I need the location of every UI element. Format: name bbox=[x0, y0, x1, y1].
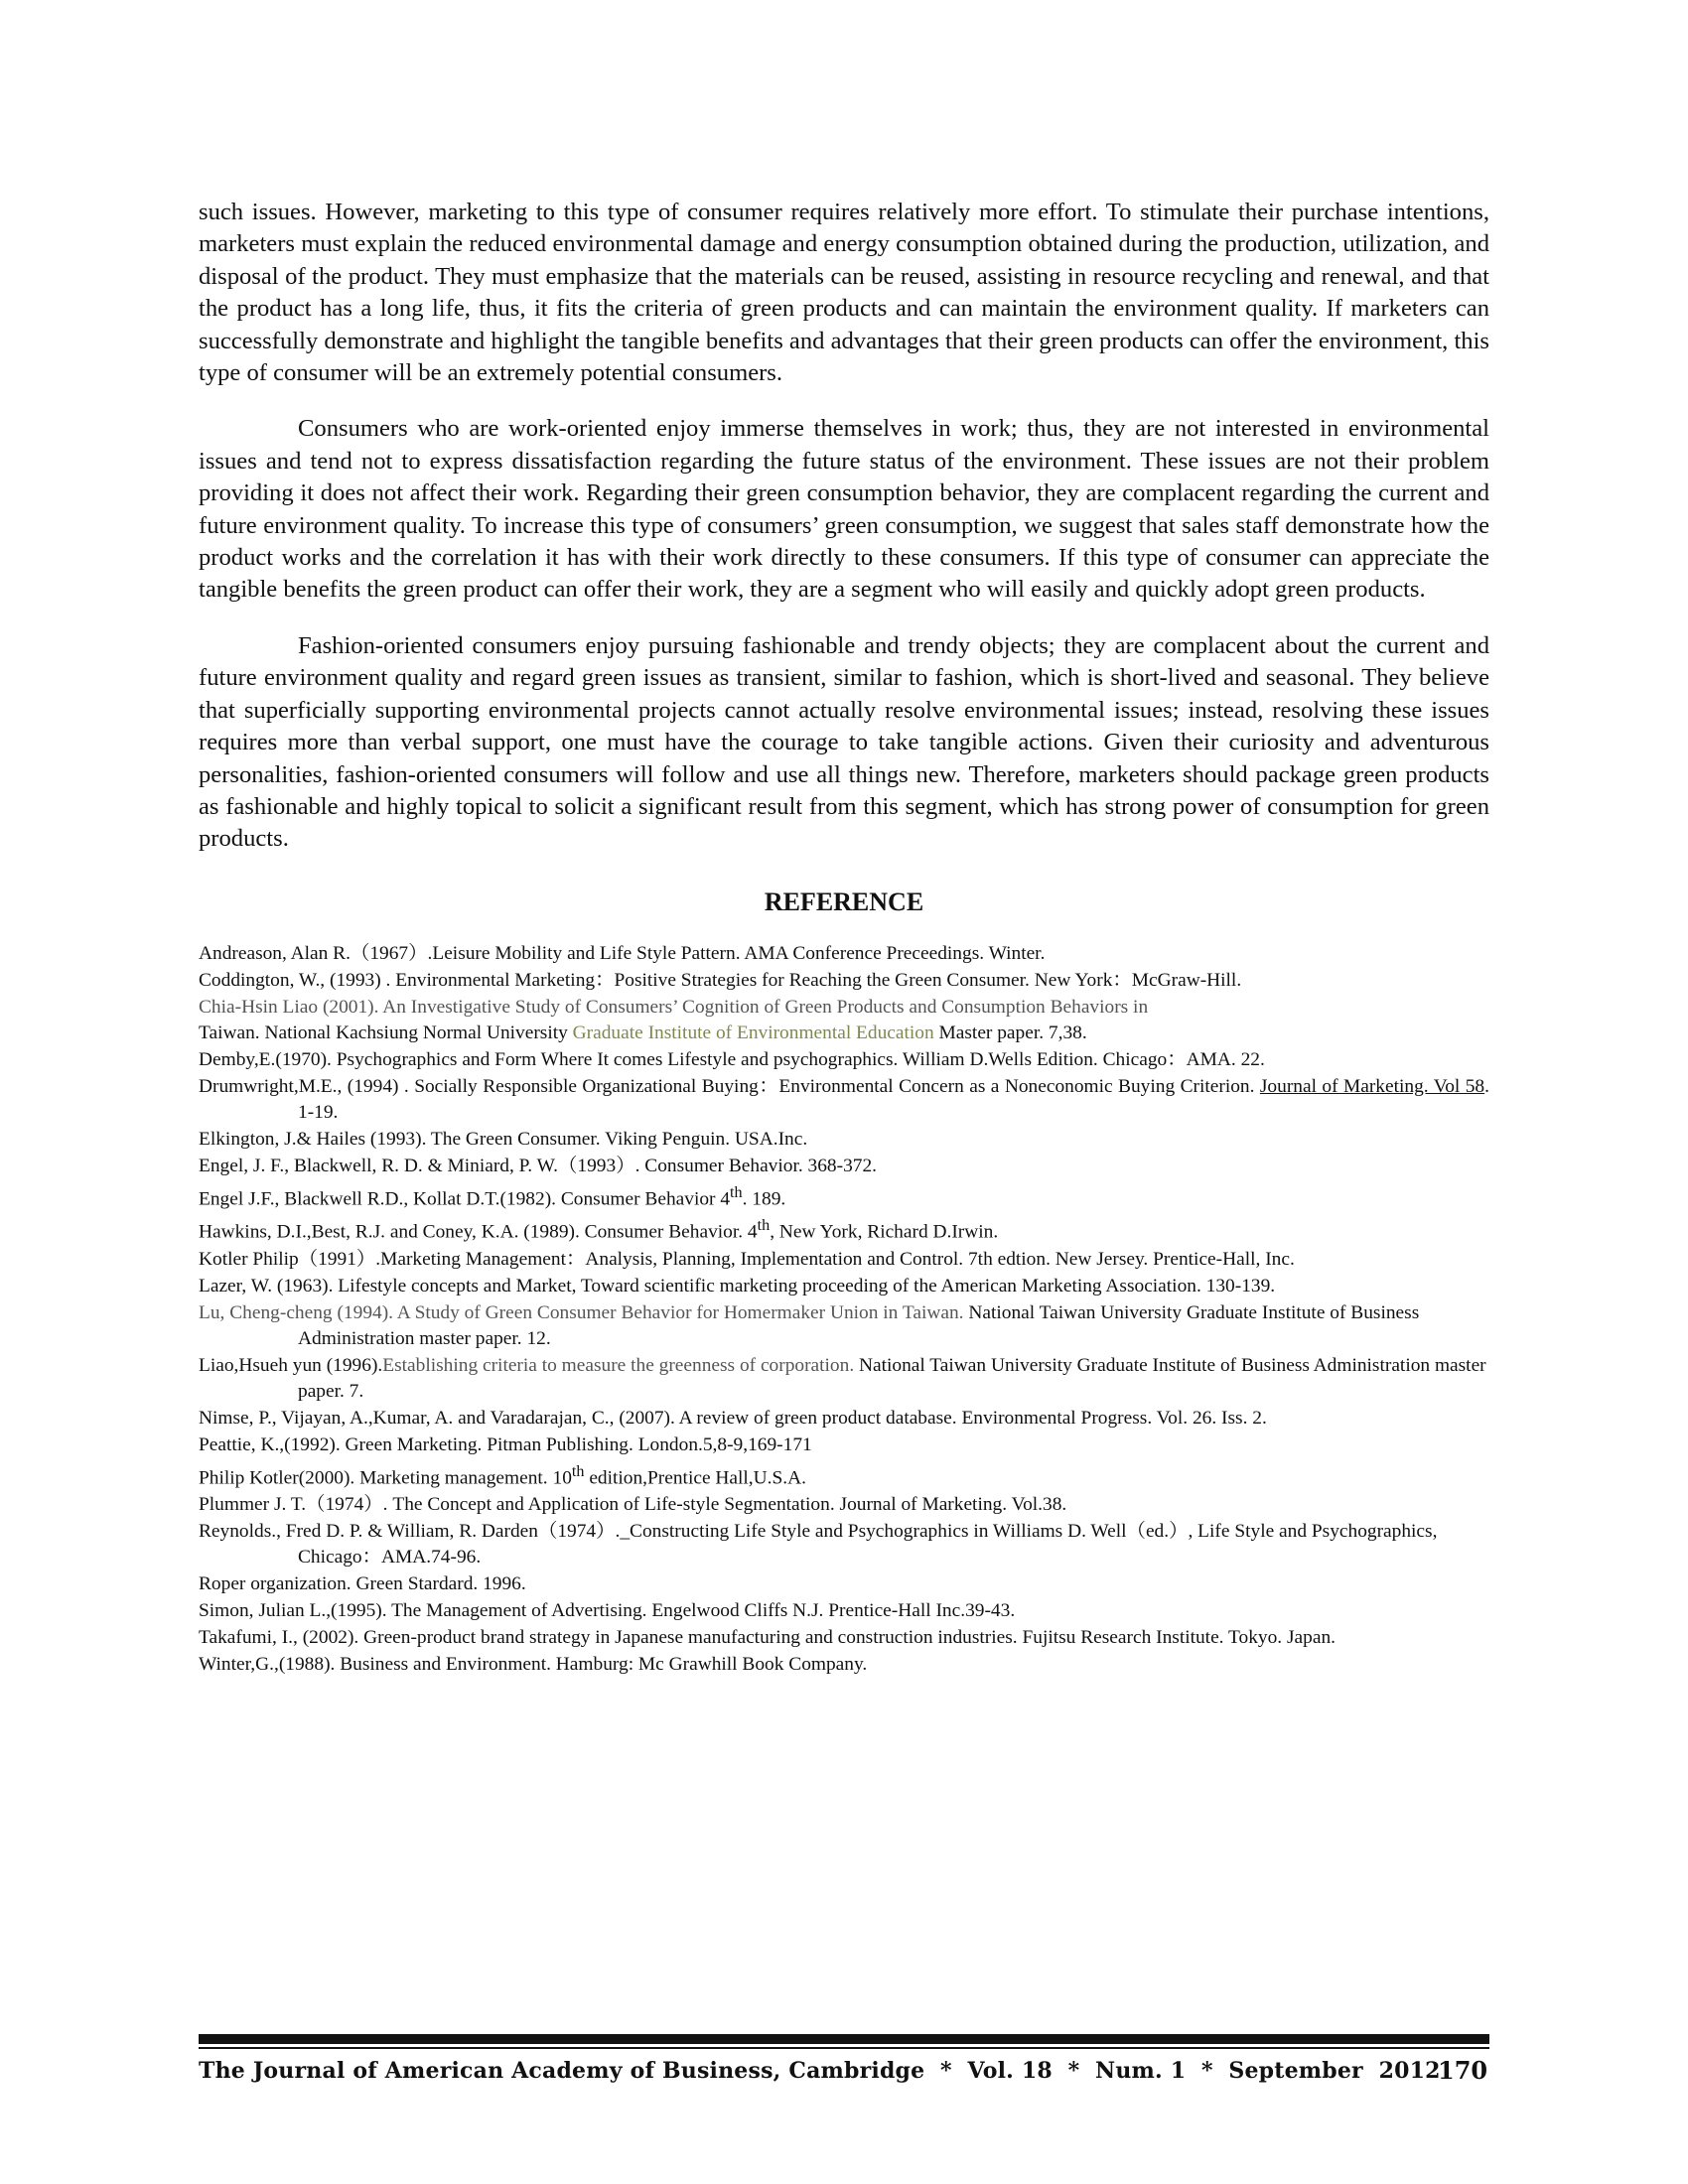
reference-title-gray: Establishing criteria to measure the greenness of corporation. bbox=[382, 1354, 855, 1376]
reference-text: Taiwan. National Kachsiung Normal University bbox=[199, 1022, 573, 1043]
reference-text: Hawkins, D.I.,Best, R.J. and Coney, K.A. (1989). Consumer Behavior. 4 bbox=[199, 1221, 758, 1243]
reference-text: Philip Kotler(2000). Marketing management. 10 bbox=[199, 1467, 572, 1489]
reference-journal-underlined: Journal of Marketing. Vol 58 bbox=[1259, 1075, 1485, 1097]
reference-text: Liao,Hsueh yun (1996). bbox=[199, 1354, 383, 1376]
reference-item: Coddington, W., (1993) . Environmental Marketing：Positive Strategies for Reaching the Green Consumer. New York：McGraw-Hill. bbox=[199, 969, 1242, 991]
reference-heading: REFERENCE bbox=[764, 887, 924, 916]
reference-item: Nimse, P., Vijayan, A.,Kumar, A. and Varadarajan, C., (2007). A review of green product database. Environmental Progress. Vol. 26. Iss. 2. bbox=[199, 1407, 1267, 1429]
reference-item bbox=[199, 1353, 1489, 1405]
reference-text: . 189. bbox=[742, 1188, 786, 1210]
reference-item: Roper organization. Green Stardard. 1996. bbox=[199, 1573, 526, 1595]
footer-thin-rule bbox=[199, 2047, 1489, 2049]
reference-item: Engel, J. F., Blackwell, R. D. & Miniard, P. W.（1993）. Consumer Behavior. 368-372. bbox=[199, 1155, 878, 1176]
reference-item: Lazer, W. (1963). Lifestyle concepts and Market, Toward scientific marketing proceeding of the American Marketing Association. 130-139. bbox=[199, 1275, 1276, 1297]
reference-text: National Taiwan University Graduate Institute of Business Administration master paper. 7. bbox=[298, 1354, 1486, 1402]
reference-item: Kotler Philip（1991）.Marketing Management：Analysis, Planning, Implementation and Control. 7th edtion. New Jersey. Prentice-Hall, Inc. bbox=[199, 1248, 1295, 1270]
reference-text: Drumwright,M.E., (1994) . Socially Responsible Organizational Buying：Environmental Concern as a Noneconomic Buying Criterion. bbox=[199, 1075, 1260, 1097]
reference-text: Engel J.F., Blackwell R.D., Kollat D.T.(1982). Consumer Behavior 4 bbox=[199, 1188, 731, 1210]
reference-item bbox=[199, 1213, 1489, 1245]
reference-item: Simon, Julian L.,(1995). The Management of Advertising. Engelwood Cliffs N.J. Prentice-Hall Inc.39-43. bbox=[199, 1600, 1016, 1622]
superscript: th bbox=[757, 1217, 771, 1235]
reference-item: Takafumi, I., (2002). Green-product brand strategy in Japanese manufacturing and construction industries. Fujitsu Research Institute. Tokyo. Japan. bbox=[199, 1627, 1336, 1649]
reference-item: Andreason, Alan R.（1967）.Leisure Mobility and Life Style Pattern. AMA Conference Preceedings. Winter. bbox=[199, 942, 1046, 964]
paragraph-1: such issues. However, marketing to this type of consumer requires relatively more effort. To stimulate their purchase intentions, marketers must explain the reduced environmental damage and energy consumption obtained during the production, utilization, and disposal of the product. They must emphasize that the materials can be reused, assisting in resource recycling and renewal, and that the product has a long life, thus, it fits the criteria of green products and can maintain the environment quality. If marketers can successfully demonstrate and highlight the tangible benefits and advantages that their green products can offer the environment, this type of consumer will be an extremely potential consumers. bbox=[199, 199, 1489, 387]
reference-item: Elkington, J.& Hailes (1993). The Green Consumer. Viking Penguin. USA.Inc. bbox=[199, 1128, 808, 1150]
reference-text: Master paper. 7,38. bbox=[933, 1022, 1087, 1043]
reference-text: . 1-19. bbox=[298, 1075, 1489, 1123]
reference-item: Peattie, K.,(1992). Green Marketing. Pitman Publishing. London.5,8-9,169-171 bbox=[199, 1433, 812, 1455]
footer-thick-rule bbox=[199, 2034, 1489, 2044]
footer-journal-info: The Journal of American Academy of Business, Cambridge * Vol. 18 * Num. 1 * September 2012 bbox=[199, 2058, 1441, 2084]
reference-title-gray: Chia-Hsin Liao (2001). An Investigative Study of Consumers’ Cognition of Green Products and Consumption Behaviors in bbox=[199, 996, 1149, 1018]
reference-institute-olive: Graduate Institute of Environmental Education bbox=[572, 1022, 934, 1043]
reference-item: Reynolds., Fred D. P. & William, R. Darden（1974）._Constructing Life Style and Psychographics in Williams D. Well（ed.）, Life Style and Psychographics, Chicago：AMA.74-96. bbox=[199, 1521, 1438, 1569]
paragraph-3: Fashion-oriented consumers enjoy pursuing fashionable and trendy objects; they are complacent about the current and future environment quality and regard green issues as transient, similar to fashion, which is short-lived and seasonal. They believe that superficially supporting environmental projects cannot actually resolve environmental issues; instead, resolving these issues requires more than verbal support, one must have the courage to take tangible actions. Given their curiosity and adventurous personalities, fashion-oriented consumers will follow and use all things new. Therefore, marketers should package green products as fashionable and highly topical to solicit a significant result from this segment, which has strong power of consumption for green products. bbox=[199, 631, 1489, 853]
reference-item bbox=[199, 1074, 1489, 1126]
reference-item: Plummer J. T.（1974）. The Concept and Application of Life-style Segmentation. Journal of Marketing. Vol.38. bbox=[199, 1494, 1067, 1516]
reference-item: Winter,G.,(1988). Business and Environment. Hamburg: Mc Grawhill Book Company. bbox=[199, 1654, 868, 1676]
reference-title-gray: Lu, Cheng-cheng (1994). A Study of Green Consumer Behavior for Homermaker Union in Taiwan. bbox=[199, 1301, 964, 1323]
superscript: th bbox=[730, 1183, 743, 1201]
reference-text: edition,Prentice Hall,U.S.A. bbox=[584, 1467, 806, 1489]
reference-item bbox=[199, 1180, 1489, 1212]
page-number: 170 bbox=[1438, 2056, 1488, 2085]
reference-text: , New York, Richard D.Irwin. bbox=[770, 1221, 999, 1243]
reference-text: National Taiwan University Graduate Institute of Business Administration master paper. 12. bbox=[298, 1301, 1420, 1349]
reference-item bbox=[199, 1459, 1489, 1491]
paragraph-2: Consumers who are work-oriented enjoy immerse themselves in work; thus, they are not interested in environmental issues and tend not to express dissatisfaction regarding the future status of the environment. These issues are not their problem providing it does not affect their work. Regarding their green consumption behavior, they are complacent regarding the current and future environment quality. To increase this type of consumers’ green consumption, we suggest that sales staff demonstrate how the product works and the correlation it has with their work directly to these consumers. If this type of consumer can appreciate the tangible benefits the green product can offer their work, they are a segment who will easily and quickly adopt green products. bbox=[199, 415, 1489, 604]
reference-list bbox=[199, 941, 1489, 1678]
superscript: th bbox=[571, 1462, 585, 1480]
article-body bbox=[199, 197, 1489, 1679]
reference-item bbox=[199, 995, 1489, 1046]
reference-item: Demby,E.(1970). Psychographics and Form Where It comes Lifestyle and psychographics. William D.Wells Edition. Chicago：AMA. 22. bbox=[199, 1048, 1265, 1070]
reference-item bbox=[199, 1300, 1489, 1352]
